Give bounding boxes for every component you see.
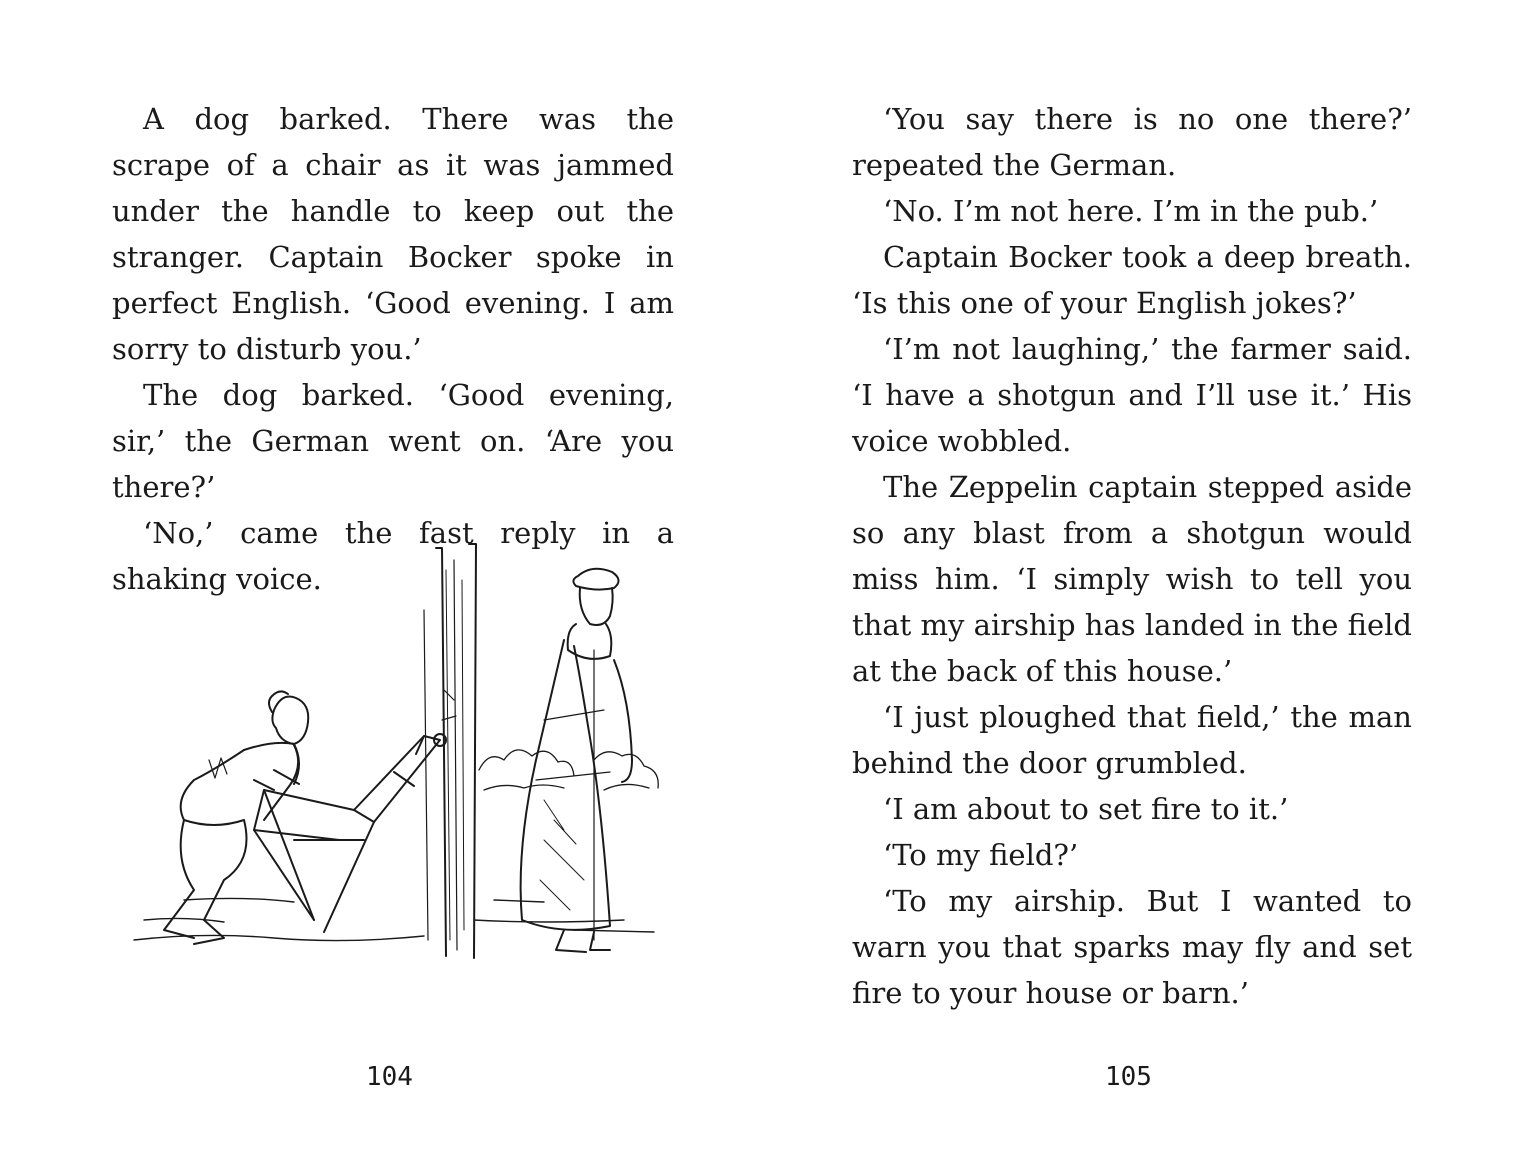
paragraph: The dog barked. ‘Good evening, sir,’ the German went on. ‘Are you there?’ <box>112 378 674 504</box>
paragraph: ‘To my field?’ <box>883 838 1079 872</box>
paragraph: ‘I just ploughed that field,’ the man behind the door grumbled. <box>852 700 1412 780</box>
paragraph: A dog barked. There was the scrape of a chair as it was jammed under the handle to keep out the stranger. Captain Bocker spoke in perfect English. ‘Good evening. I am sorry to disturb you.’ <box>112 102 674 366</box>
right-page <box>762 0 1524 1170</box>
paragraph: ‘To my airship. But I wanted to warn you that sparks may fly and set fire to your house or barn.’ <box>852 884 1412 1010</box>
paragraph: Captain Bocker took a deep breath. ‘Is this one of your English jokes?’ <box>852 240 1412 320</box>
paragraph: ‘I’m not laughing,’ the farmer said. ‘I have a shotgun and I’ll use it.’ His voice wobbled. <box>852 332 1412 458</box>
illustration-farmer-and-captain <box>124 540 680 960</box>
chair <box>254 736 440 932</box>
paragraph: ‘You say there is no one there?’ repeated the German. <box>852 102 1412 182</box>
left-page-text <box>112 96 674 602</box>
page-number: 104 <box>366 1062 413 1092</box>
paragraph: ‘No,’ came the fast reply in a shaking voice. <box>112 516 674 596</box>
paragraph: The Zeppelin captain stepped aside so any blast from a shotgun would miss him. ‘I simply wish to tell you that my airship has landed in the field at the back of this house.’ <box>852 470 1412 688</box>
farmer-figure <box>164 691 308 944</box>
paragraph: ‘No. I’m not here. I’m in the pub.’ <box>883 194 1379 228</box>
captain-figure <box>521 569 632 952</box>
page-number: 105 <box>1105 1062 1152 1092</box>
paragraph: ‘I am about to set fire to it.’ <box>883 792 1289 826</box>
right-page-text <box>852 96 1412 1016</box>
